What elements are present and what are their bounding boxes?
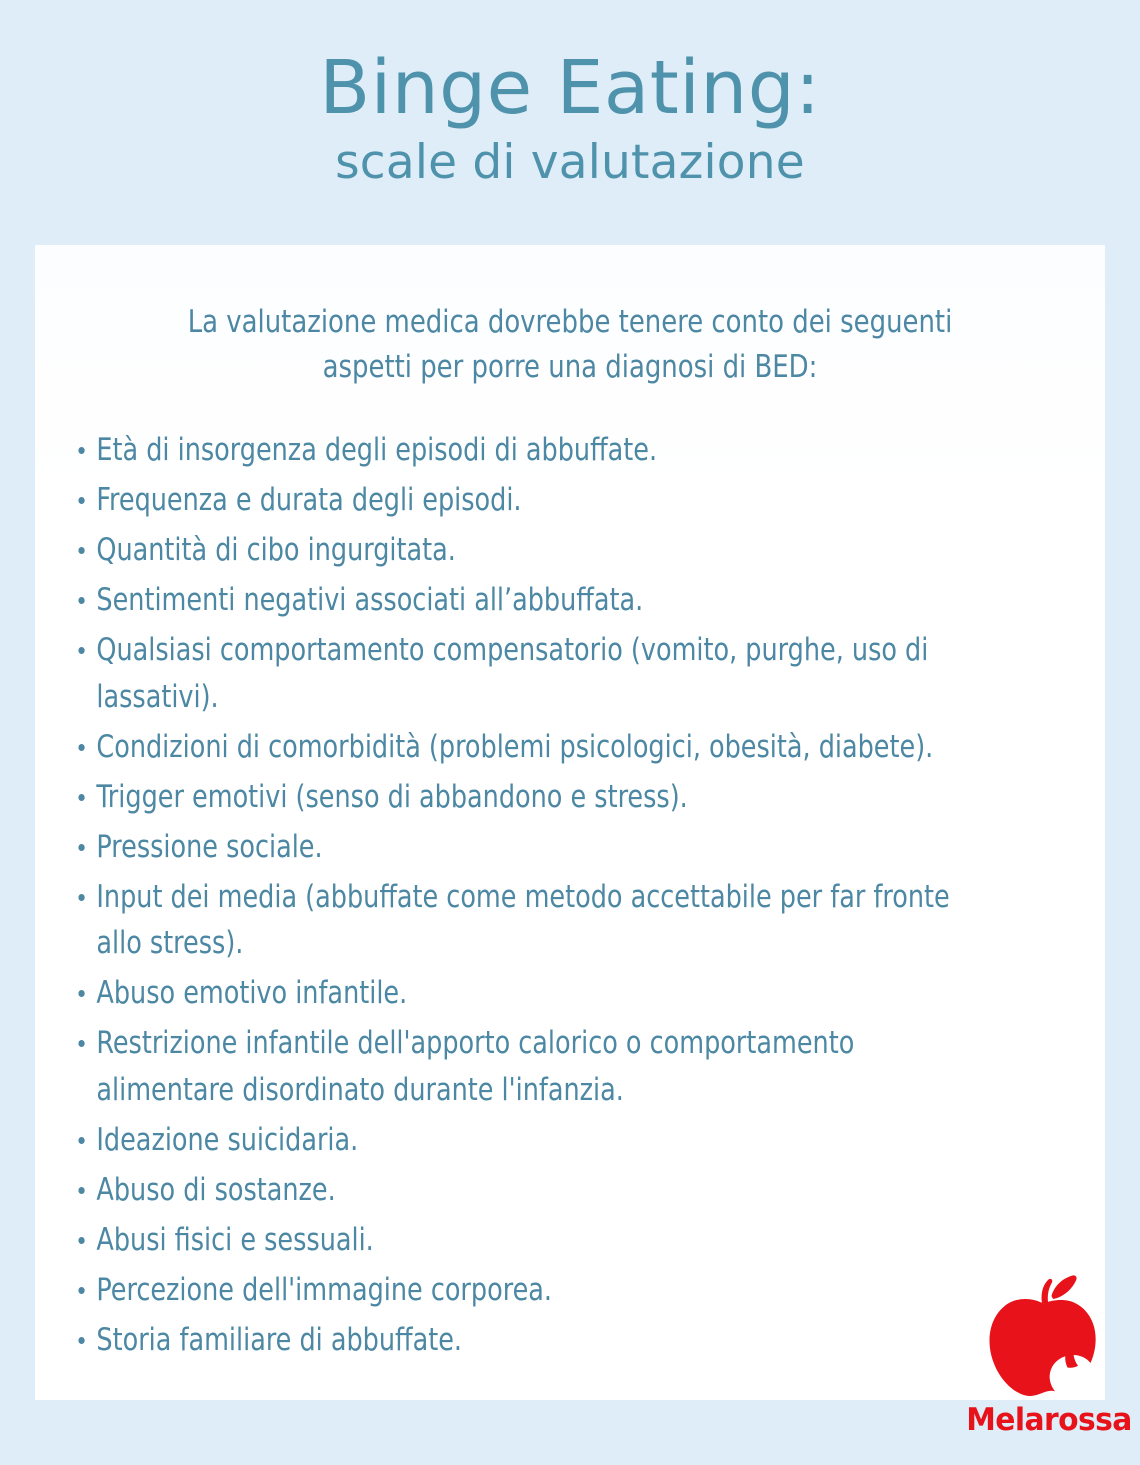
list-item: Trigger emotivi (senso di abbandono e stress). xyxy=(73,774,975,821)
list-item: Condizioni di comorbidità (problemi psicologici, obesità, diabete). xyxy=(73,724,975,771)
list-item: Qualsiasi comportamento compensatorio (vomito, purghe, uso di lassativi). xyxy=(73,627,975,721)
list-item: Input dei media (abbuffate come metodo accettabile per far fronte allo stress). xyxy=(73,874,975,968)
page-title: Binge Eating: xyxy=(319,45,821,131)
list-item: Età di insorgenza degli episodi di abbuffate. xyxy=(73,427,975,474)
intro-paragraph: La valutazione medica dovrebbe tenere conto dei seguenti aspetti per porre una diagnosi di BED: xyxy=(187,304,953,385)
list-item: Percezione dell'immagine corporea. xyxy=(73,1267,975,1314)
list-item: Abuso di sostanze. xyxy=(73,1167,975,1214)
header-banner xyxy=(0,0,1140,245)
list-item: Restrizione infantile dell'apporto calorico o comportamento alimentare disordinato durante l'infanzia. xyxy=(73,1020,975,1114)
criteria-list xyxy=(35,389,1105,1364)
list-item: Quantità di cibo ingurgitata. xyxy=(73,527,975,574)
content-card xyxy=(35,245,1105,1400)
list-item: Abusi fisici e sessuali. xyxy=(73,1217,975,1264)
list-item: Sentimenti negativi associati all’abbuffata. xyxy=(73,577,975,624)
melarossa-logo xyxy=(963,1272,1132,1447)
page-subtitle: scale di valutazione xyxy=(335,134,805,190)
list-item: Ideazione suicidaria. xyxy=(73,1117,975,1164)
logo-wordmark: Melarossa xyxy=(966,1402,1132,1438)
list-item: Storia familiare di abbuffate. xyxy=(73,1317,975,1364)
list-item: Pressione sociale. xyxy=(73,824,975,871)
red-apple-icon xyxy=(980,1272,1106,1400)
list-item: Frequenza e durata degli episodi. xyxy=(73,477,975,524)
list-item: Abuso emotivo infantile. xyxy=(73,970,975,1017)
